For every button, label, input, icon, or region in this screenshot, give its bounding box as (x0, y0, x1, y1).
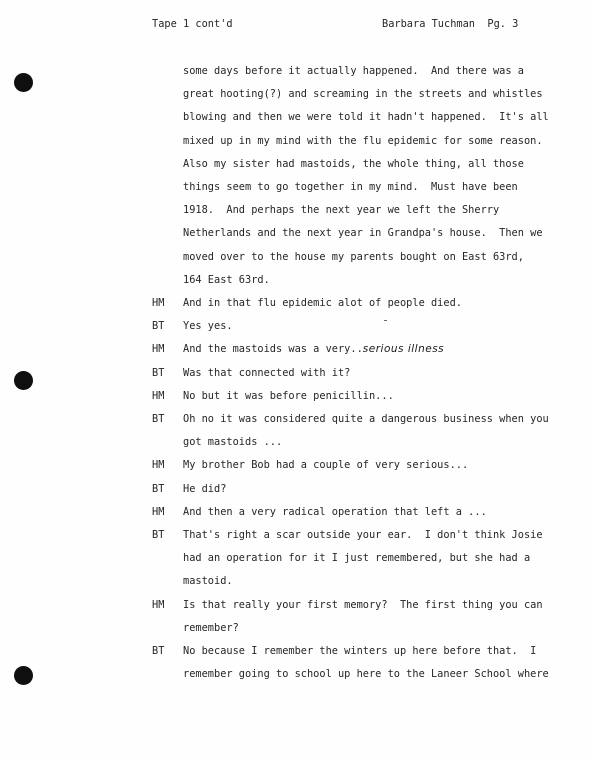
page-header-left: Tape 1 cont'd (152, 18, 233, 30)
utterance-line (183, 524, 552, 547)
utterance-text: Is that really your first memory? The first thing you can (183, 598, 543, 611)
utterance (183, 338, 552, 361)
utterance-line (183, 454, 552, 477)
utterance (183, 594, 552, 640)
paragraph-line: 164 East 63rd. (183, 273, 270, 286)
speaker-initials: BT (152, 482, 165, 495)
utterance-line (183, 478, 552, 501)
utterance (183, 640, 552, 686)
speaker-initials: HM (152, 297, 165, 309)
utterance-line (183, 594, 552, 617)
utterance-line (183, 431, 552, 454)
dialogue-turn (152, 315, 552, 338)
speaker-initials: HM (152, 343, 165, 356)
utterance-text: remember? (183, 621, 239, 634)
speaker-initials: HM (152, 598, 165, 611)
dialogue-turn (152, 524, 552, 594)
utterance-line (183, 570, 552, 593)
utterance-text: Oh no it was considered quite a dangerous business when you (183, 413, 549, 426)
paragraph-line: mixed up in my mind with the flu epidemic for some reason. (183, 134, 543, 147)
page-header-right: Barbara Tuchman Pg. 3 (382, 18, 519, 30)
speaker-initials: BT (152, 366, 165, 379)
paragraph-line: moved over to the house my parents bought on East 63rd, (183, 250, 524, 263)
paragraph-line: great hooting(?) and screaming in the streets and whistles (183, 88, 543, 101)
speaker-initials: HM (152, 505, 165, 518)
utterance (183, 315, 552, 338)
dialogue-turn (152, 385, 552, 408)
utterance-text: Yes yes. (183, 320, 233, 333)
paragraph-line: some days before it actually happened. And there was a (183, 65, 524, 77)
utterance-line (183, 640, 552, 663)
punch-hole-top (14, 73, 33, 92)
utterance-line (183, 501, 552, 524)
handwritten-annotation: serious illness (362, 343, 445, 356)
utterance-text: had an operation for it I just remembered, but she had a (183, 552, 531, 565)
speaker-initials: BT (152, 645, 165, 658)
utterance (183, 478, 552, 501)
dialogue-turn (152, 408, 552, 454)
utterance-line (183, 315, 552, 338)
continued-paragraph (183, 60, 549, 292)
utterance (183, 362, 552, 385)
punch-hole-bottom (14, 666, 33, 685)
dialogue-turn (152, 478, 552, 501)
dialogue-turn (152, 501, 552, 524)
speaker-initials: BT (152, 413, 165, 426)
utterance-text: And the mastoids was a very.. (183, 343, 363, 356)
paragraph-line: Netherlands and the next year in Grandpa's house. Then we (183, 227, 543, 240)
utterance (183, 454, 552, 477)
utterance-text: He did? (183, 482, 227, 495)
utterance-text: got mastoids ... (183, 436, 283, 449)
utterance (183, 292, 552, 315)
utterance-text: And in that flu epidemic alot of people died. (183, 297, 462, 309)
utterance-line (183, 362, 552, 385)
utterance-text: No but it was before penicillin... (183, 389, 394, 402)
utterance-text: No because I remember the winters up here before that. I (183, 645, 537, 658)
paragraph-line: blowing and then we were told it hadn't happened. It's all (183, 111, 549, 124)
utterance (183, 501, 552, 524)
dialogue-turn (152, 594, 552, 640)
utterance-line (183, 338, 552, 361)
utterance-line (183, 408, 552, 431)
utterance-line (183, 663, 552, 686)
paragraph-line: things seem to go together in my mind. Must have been (183, 181, 518, 194)
paragraph-line: 1918. And perhaps the next year we left the Sherry (183, 204, 500, 217)
utterance-text: mastoid. (183, 575, 233, 588)
speaker-initials: HM (152, 459, 165, 472)
utterance-text: And then a very radical operation that left a ... (183, 505, 487, 518)
utterance-line (183, 547, 552, 570)
speaker-initials: HM (152, 389, 165, 402)
utterance-line (183, 385, 552, 408)
utterance-text: My brother Bob had a couple of very serious... (183, 459, 469, 472)
paragraph-line: Also my sister had mastoids, the whole thing, all those (183, 157, 524, 170)
dialogue-turn (152, 640, 552, 686)
utterance-text: Was that connected with it? (183, 366, 351, 379)
utterance-text: remember going to school up here to the Laneer School where (183, 668, 549, 681)
dialogue-turn (152, 292, 552, 315)
dialogue (152, 292, 552, 686)
speaker-initials: BT (152, 320, 165, 333)
dialogue-turn (152, 338, 552, 361)
utterance (183, 408, 552, 454)
dialogue-turn (152, 454, 552, 477)
utterance (183, 385, 552, 408)
utterance-line (183, 292, 552, 315)
punch-hole-middle (14, 371, 33, 390)
utterance-text: That's right a scar outside your ear. I don't think Josie (183, 529, 543, 542)
speaker-initials: BT (152, 529, 165, 542)
dialogue-turn (152, 362, 552, 385)
utterance-line (183, 617, 552, 640)
utterance (183, 524, 552, 594)
